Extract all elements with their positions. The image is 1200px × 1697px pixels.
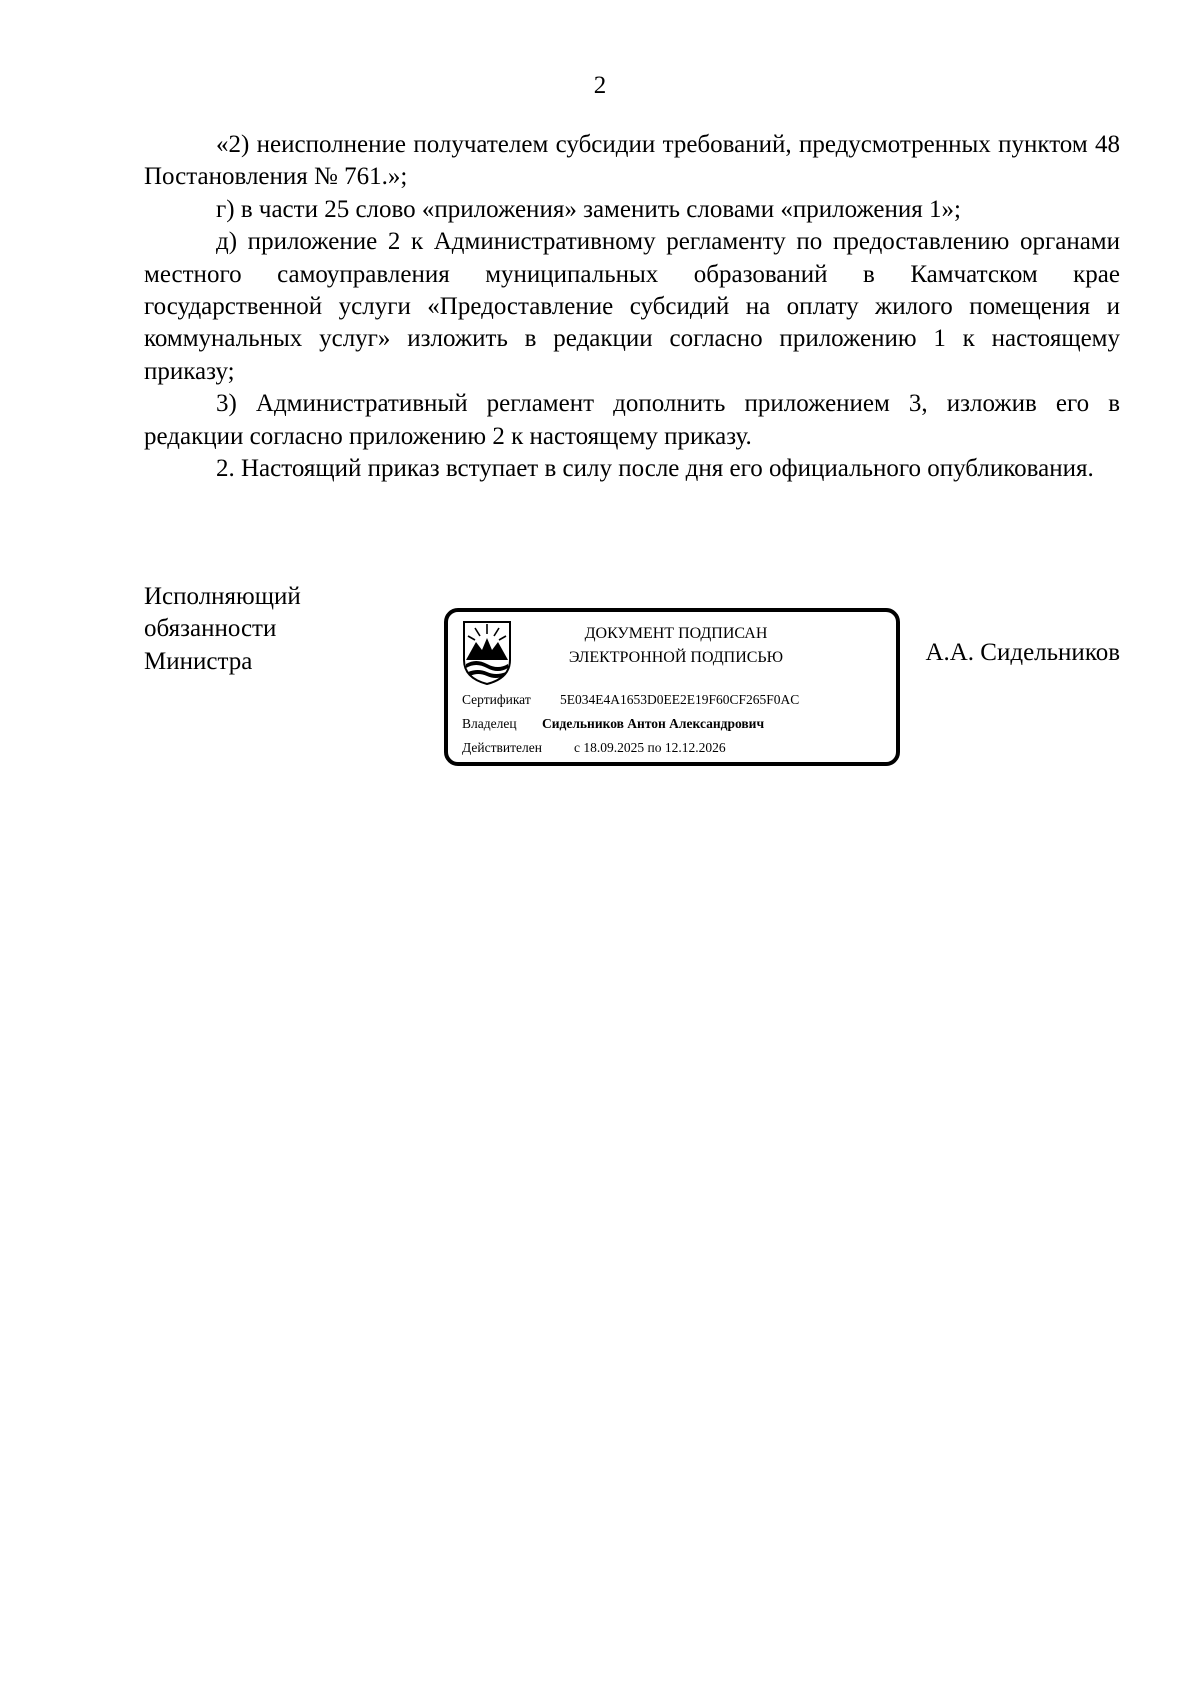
paragraph: г) в части 25 слово «приложения» заменить словами «приложения 1»;: [216, 195, 961, 223]
certificate-value: 5E034E4A1653D0EE2E19F60CF265F0AC: [560, 692, 800, 707]
page-number: 2: [593, 72, 607, 99]
stamp-validity-row: [462, 740, 726, 756]
owner-label: Владелец: [462, 716, 517, 731]
document-body: [144, 129, 1120, 485]
stamp-certificate-row: [462, 692, 799, 708]
signatory-title: [144, 581, 301, 678]
paragraph: 2. Настоящий приказ вступает в силу после дня его официального опубликования.: [216, 455, 1094, 483]
validity-label: Действителен: [462, 740, 542, 755]
coat-of-arms-icon: [462, 620, 512, 686]
signatory-title-line: Министра: [144, 647, 253, 675]
signer-name: А.А. Сидельников: [925, 639, 1120, 666]
paragraph: «2) неисполнение получателем субсидии требований, предусмотренных пунктом 48 Постановления № 761.»;: [144, 131, 1120, 191]
electronic-signature-stamp: [444, 608, 900, 766]
owner-value: Сидельников Антон Александрович: [542, 716, 765, 731]
certificate-label: Сертификат: [462, 692, 531, 707]
stamp-owner-row: [462, 716, 764, 732]
paragraph: 3) Административный регламент дополнить приложением 3, изложив его в редакции согласно приложению 2 к настоящему приказу.: [144, 390, 1120, 450]
stamp-heading: [528, 622, 824, 670]
signatory-title-line: Исполняющий: [144, 583, 301, 610]
signatory-title-line: обязанности: [144, 615, 277, 643]
stamp-heading-line: ЭЛЕКТРОННОЙ ПОДПИСЬЮ: [568, 649, 784, 666]
paragraph: д) приложение 2 к Административному регламенту по предоставлению органами местного самоуправления муниципальных образований в Камчатском крае государственной услуги «Предоставление субсидий на оплату жилого помещения и коммунальных услуг» изложить в редакции согласно приложению 1 к настоящему приказу;: [144, 228, 1120, 385]
validity-value: с 18.09.2025 по 12.12.2026: [574, 740, 726, 755]
stamp-heading-line: ДОКУМЕНТ ПОДПИСАН: [584, 625, 768, 642]
